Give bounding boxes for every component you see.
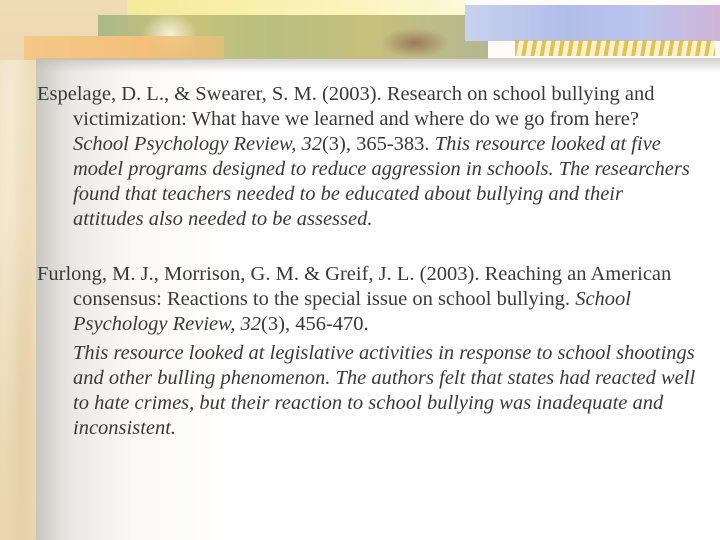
- banner-orange-strip: [24, 36, 224, 60]
- reference-entry: [37, 262, 697, 441]
- reference-summary: This resource looked at legislative activities in response to school shootings and other bulling phenomenon. The authors felt that states had reacted well to hate crimes, but their reaction to school bullying was inadequate and inconsistent.: [73, 342, 696, 439]
- reference-citation: Espelage, D. L., & Swearer, S. M. (2003). Research on school bullying and victimization: What have we learned and where do we go from here?: [37, 83, 655, 130]
- journal-title: School Psychology Review, 32: [73, 133, 322, 155]
- banner-leaf-icon: [380, 28, 450, 58]
- banner-gold-grass-image: [515, 40, 715, 56]
- decorative-banner: [0, 0, 720, 60]
- reference-entry: [37, 82, 697, 232]
- issue-pages: (3), 365-383.: [321, 133, 435, 155]
- journal-title: School Psychology Review, 32: [73, 288, 631, 335]
- parchment-border: [0, 0, 36, 540]
- reference-summary: This resource looked at five model programs designed to reduce aggression in schools. The researchers found that teachers needed to be educated about bullying and their attitudes also needed to be assessed.: [73, 133, 690, 230]
- reference-citation: Furlong, M. J., Morrison, G. M. & Greif, J. L. (2003). Reaching an American consensus: Reactions to the special issue on school bullying.: [37, 263, 672, 310]
- issue-pages: (3), 456-470.: [261, 313, 369, 335]
- content-panel-shade: [36, 58, 720, 72]
- reference-list: [37, 82, 697, 441]
- banner-blue-flowers-image: [465, 5, 720, 41]
